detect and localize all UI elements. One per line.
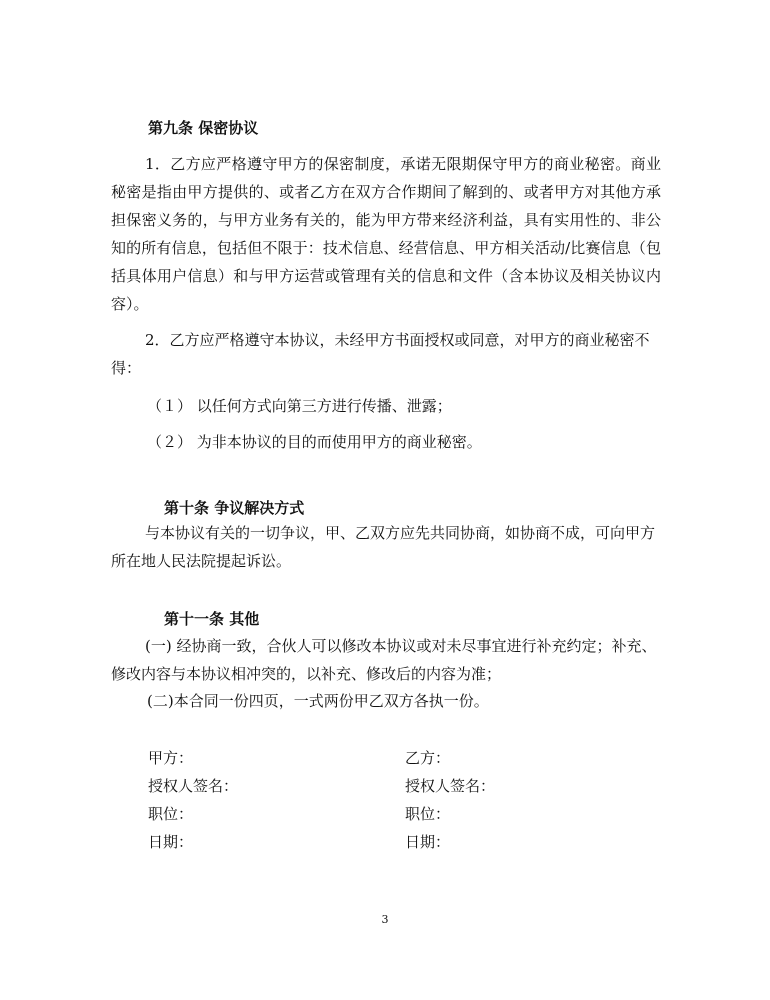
party-a-position: 职位：	[148, 805, 194, 823]
article-11-title: 第十一条 其他	[164, 610, 260, 628]
article-9-paragraph-1-text: 1．乙方应严格遵守甲方的保密制度，承诺无限期保守甲方的商业秘密。商业秘密是指由甲方提供的、或者乙方在双方合作期间了解到的、或者甲方对其他方承担保密义务的，与甲方业务有关的，能为甲方带来经济利益，具有实用性的、非公知的所有信息，包括但不限于：技术信息、经营信息、甲方相关活动/比赛信息（包括具体用户信息）和与甲方运营或管理有关的信息和文件（含本协议及相关协议内容）。	[111, 155, 661, 313]
article-9-item-2: （２） 为非本协议的目的而使用甲方的商业秘密。	[147, 433, 482, 451]
article-9-title: 第九条 保密协议	[148, 119, 259, 137]
party-a-date: 日期：	[148, 833, 194, 851]
article-11-paragraph-1-text: (一) 经协商一致，合伙人可以修改本协议或对未尽事宜进行补充约定；补充、修改内容与本协议相冲突的，以补充、修改后的内容为准；	[111, 637, 657, 683]
article-10-paragraph-1	[111, 519, 661, 575]
article-11-paragraph-2: (二)本合同一份四页，一式两份甲乙双方各执一份。	[147, 692, 489, 710]
article-9-paragraph-2-text: 2．乙方应严格遵守本协议，未经甲方书面授权或同意，对甲方的商业秘密不得：	[111, 331, 650, 377]
article-9-paragraph-1	[111, 150, 661, 318]
page-number: 3	[381, 913, 389, 926]
party-b-label: 乙方：	[405, 749, 451, 767]
article-9-paragraph-2	[111, 326, 661, 382]
article-11-paragraph-1	[111, 632, 661, 688]
party-b-date: 日期：	[405, 833, 451, 851]
article-9-item-1: （１） 以任何方式向第三方进行传播、泄露；	[147, 397, 452, 415]
article-10-paragraph-1-text: 与本协议有关的一切争议，甲、乙双方应先共同协商，如协商不成，可向甲方所在地人民法院提起诉讼。	[111, 524, 656, 570]
party-a-label: 甲方：	[148, 749, 194, 767]
article-10-title: 第十条 争议解决方式	[164, 499, 305, 517]
party-b-authorized-signature: 授权人签名：	[405, 777, 496, 795]
party-b-position: 职位：	[405, 805, 451, 823]
party-a-authorized-signature: 授权人签名：	[148, 777, 239, 795]
